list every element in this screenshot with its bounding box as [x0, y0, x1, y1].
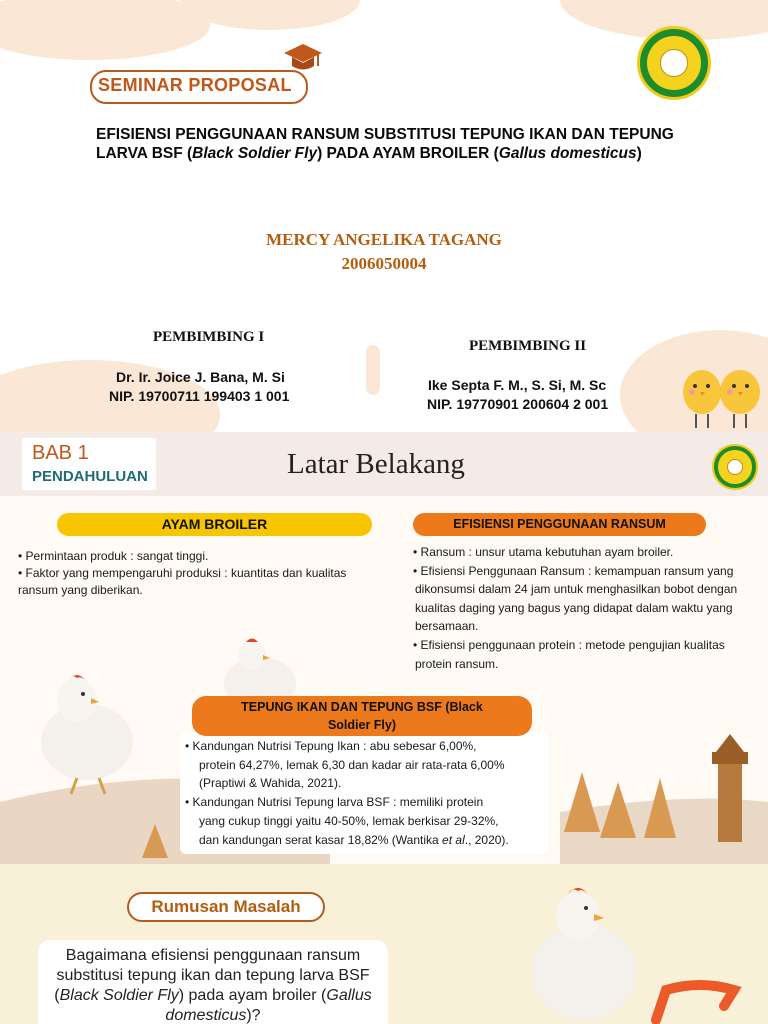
advisor2-nip: NIP. 19770901 200604 2 001: [427, 396, 609, 412]
broiler-chicken-image: [27, 660, 137, 800]
tepung-point: (Praptiwi & Wahida, 2021).: [199, 776, 342, 791]
tepung-point: yang cukup tinggi yaitu 40-50%, lemak berkisar 29-32%,: [199, 813, 499, 828]
pill-efisiensi: EFISIENSI PENGGUNAAN RANSUM: [413, 513, 706, 536]
title-slide: [0, 0, 768, 432]
title-line-2: LARVA BSF (Black Soldier Fly) PADA AYAM BROILER (Gallus domesticus): [96, 145, 642, 162]
efisiensi-point: protein ransum.: [415, 656, 499, 671]
question-line: domesticus)?: [165, 1007, 261, 1024]
advisor2-role: PEMBIMBING II: [469, 338, 587, 354]
tepung-point: dan kandungan serat kasar 18,82% (Wantika et al., 2020).: [199, 832, 509, 847]
efisiensi-point: dikonsumsi dalam 24 jam untuk menghasilkan bobot dengan: [415, 582, 738, 597]
broiler-points: [18, 547, 390, 599]
decor-cloud: [0, 0, 210, 60]
tepung-point: • Kandungan Nutrisi Tepung larva BSF : memiliki protein: [185, 795, 484, 810]
university-logo: [712, 444, 758, 490]
author-name: MERCY ANGELIKA TAGANG: [266, 230, 502, 249]
advisor1-role: PEMBIMBING I: [153, 329, 265, 345]
slide-header: [0, 432, 768, 496]
rumusan-heading: [127, 892, 325, 922]
title-line-1: EFISIENSI PENGGUNAAN RANSUM SUBSTITUSI TEPUNG IKAN DAN TEPUNG: [96, 126, 674, 143]
advisor1-nip: NIP. 19700711 199403 1 001: [109, 388, 290, 404]
page-title: Latar Belakang: [287, 448, 465, 480]
latar-belakang-slide: [0, 432, 768, 864]
pill-ayam-broiler: AYAM BROILER: [57, 513, 372, 536]
advisor2-name: Ike Septa F. M., S. Si, M. Sc: [428, 377, 607, 393]
rumusan-masalah-slide: [0, 864, 768, 1024]
broiler-point: • Faktor yang mempengaruhi produksi : kuantitas dan kualitas: [18, 565, 347, 580]
broiler-chicken-image: [218, 637, 298, 697]
tepung-point: protein 64,27%, lemak 6,30 dan kadar air rata-rata 6,00%: [199, 757, 505, 772]
university-logo: [637, 26, 711, 100]
pill-tepung: [192, 696, 532, 736]
question-line: (Black Soldier Fly) pada ayam broiler (Gallus: [54, 987, 372, 1004]
tepung-point: • Kandungan Nutrisi Tepung Ikan : abu sebesar 6,00%,: [185, 739, 477, 753]
broiler-point: ransum yang diberikan.: [18, 582, 143, 597]
question-line: Bagaimana efisiensi penggunaan ransum: [65, 947, 361, 964]
author-id: 2006050004: [341, 254, 427, 273]
efisiensi-point: • Ransum : unsur utama kebutuhan ayam broiler.: [413, 545, 674, 559]
question-line: substitusi tepung ikan dan tepung larva BSF: [56, 967, 370, 984]
efisiensi-point: kualitas daging yang bagus yang didapat dalam waktu yang: [415, 600, 733, 615]
broiler-point: • Permintaan produk : sangat tinggi.: [18, 549, 209, 563]
tepung-points: [185, 737, 545, 849]
arrow-decoration: [640, 976, 768, 1024]
seminar-badge: [90, 70, 308, 104]
chapter-number: BAB 1: [32, 442, 89, 464]
thesis-title: [96, 125, 716, 163]
trees-illustration: [560, 732, 768, 864]
broiler-chicken-image: [522, 876, 652, 1024]
efisiensi-points: [413, 543, 763, 673]
chapter-box: [22, 438, 156, 490]
pill-tepung-line: TEPUNG IKAN DAN TEPUNG BSF (Black: [241, 700, 483, 714]
efisiensi-point: • Efisiensi Penggunaan Ransum : kemampuan ransum yang: [413, 563, 734, 578]
chicks-illustration: [678, 362, 768, 432]
decor-cloud: [366, 345, 380, 395]
chapter-title: PENDAHULUAN: [32, 468, 148, 485]
tree-illustration: [140, 824, 170, 864]
seminar-badge-label: SEMINAR PROPOSAL: [98, 75, 292, 95]
pill-tepung-line: Soldier Fly): [327, 718, 397, 732]
research-question: [38, 940, 388, 1024]
advisor1-name: Dr. Ir. Joice J. Bana, M. Si: [116, 369, 285, 385]
efisiensi-point: bersamaan.: [415, 619, 479, 634]
rumusan-heading-label: Rumusan Masalah: [151, 897, 301, 916]
efisiensi-point: • Efisiensi penggunaan protein : metode pengujian kualitas: [413, 637, 725, 652]
